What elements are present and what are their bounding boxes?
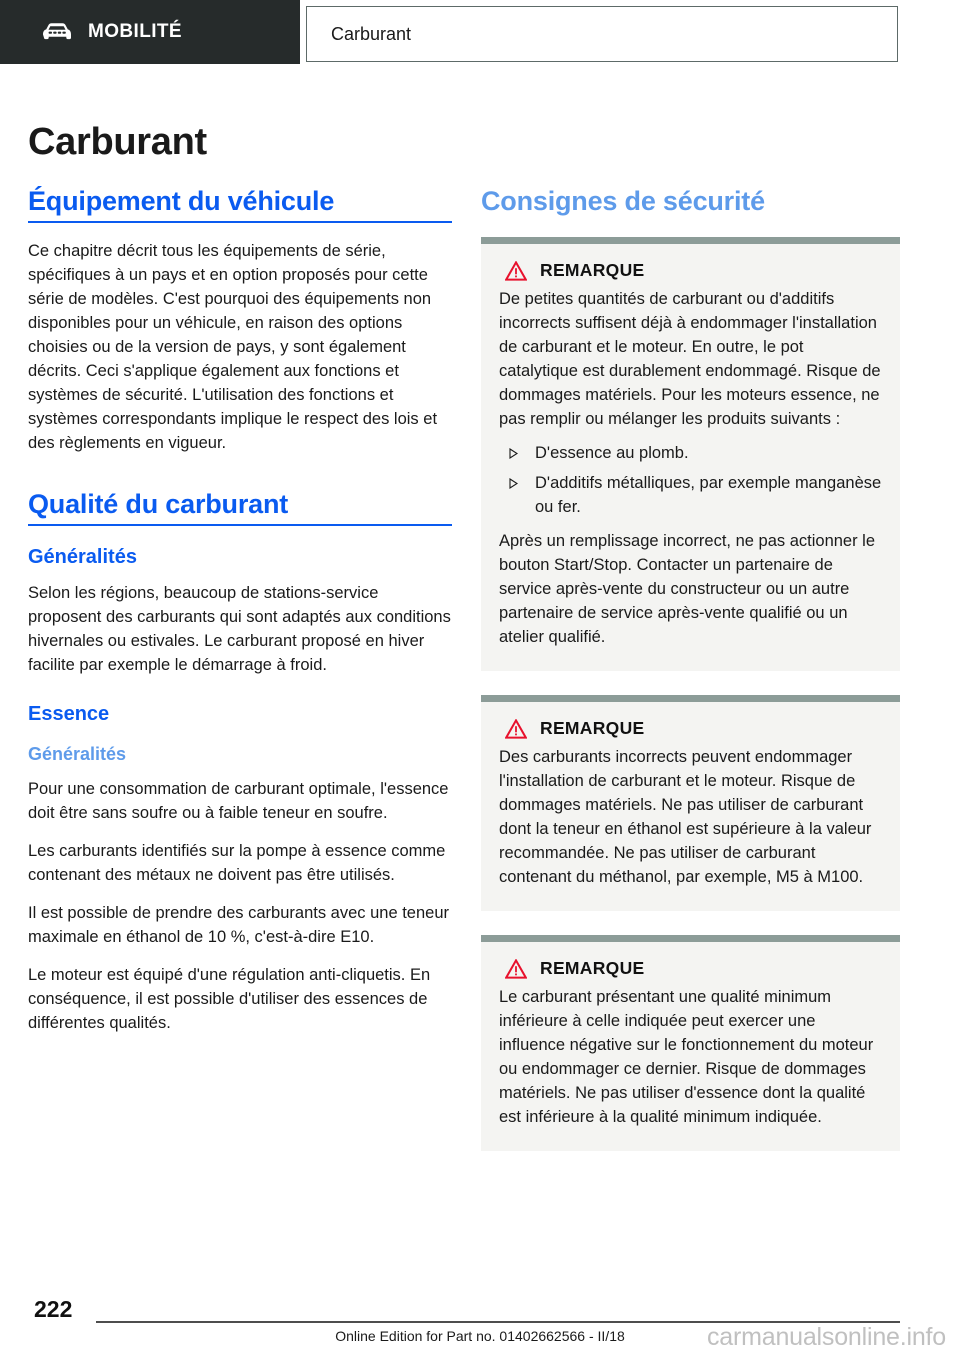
car-front-icon bbox=[40, 21, 74, 43]
spacer bbox=[28, 526, 452, 546]
note-title: REMARQUE bbox=[540, 958, 645, 978]
note-body: Le carburant présentant une qualité minimum inférieure à celle indiquée peut exercer une influence négative sur le fonctionnement du moteur ou endommager ce dernier. Risque de dommages matériels. Ne pas utiliser d'essence dont la qualité est inférieure à la qualité minimum indiquée. bbox=[499, 988, 874, 1126]
spacer bbox=[28, 765, 452, 777]
subsection-heading-essence: Essence bbox=[28, 703, 110, 725]
chapter-tab-label: Carburant bbox=[331, 23, 412, 44]
page-number: 222 bbox=[34, 1296, 73, 1322]
warning-triangle-icon bbox=[505, 719, 527, 739]
list-item bbox=[499, 441, 882, 465]
spacer bbox=[28, 455, 452, 489]
section-heading-qualite: Qualité du carburant bbox=[28, 489, 452, 526]
paragraph: Pour une consommation de carburant optimale, l'essence doit être sans soufre ou à faible teneur en soufre. bbox=[28, 780, 449, 822]
paragraph: Les carburants identifiés sur la pompe à essence comme contenant des métaux ne doivent pas être utilisés. bbox=[28, 842, 446, 884]
brand-label: MOBILITÉ bbox=[88, 21, 182, 42]
note-box bbox=[481, 935, 900, 1151]
right-column bbox=[481, 186, 900, 1151]
note-header bbox=[499, 958, 882, 979]
spacer bbox=[481, 671, 900, 695]
subsection-heading-generalites-1: Généralités bbox=[28, 546, 137, 568]
warning-triangle-icon bbox=[505, 959, 527, 979]
list-item bbox=[499, 471, 882, 519]
footer-edition-text: Online Edition for Part no. 01402662566 - II/18 bbox=[335, 1328, 625, 1344]
chapter-tab[interactable] bbox=[306, 6, 898, 62]
spacer bbox=[481, 217, 900, 237]
note-list bbox=[499, 441, 882, 519]
note-box bbox=[481, 695, 900, 911]
spacer bbox=[28, 223, 452, 239]
note-title: REMARQUE bbox=[540, 718, 645, 738]
warning-triangle-icon bbox=[505, 261, 527, 281]
spacer bbox=[28, 677, 452, 703]
triangle-bullet-icon bbox=[509, 478, 518, 489]
note-title: REMARQUE bbox=[540, 260, 645, 280]
spacer bbox=[28, 825, 452, 839]
triangle-bullet-icon bbox=[509, 448, 518, 459]
note-body: De petites quantités de carburant ou d'additifs incorrects suffisent déjà à endommager l'installation de carburant et le moteur. En outre, le pot catalytique est durablement endommagé. Risque de dommages matériels. Pour les moteurs essence, ne pas remplir ou mélanger les produits suivants : bbox=[499, 290, 881, 428]
spacer bbox=[28, 569, 452, 581]
brand-block bbox=[0, 0, 300, 64]
note-body-after: Après un remplissage incorrect, ne pas actionner le bouton Start/Stop. Contacter un partenaire de service après-vente du constructeur ou un autre partenaire de service après-vente qualifié ou un atelier qualifié. bbox=[499, 532, 876, 646]
list-item-label: D'additifs métalliques, par exemple manganèse ou fer. bbox=[535, 474, 882, 516]
section-heading-equipement: Équipement du véhicule bbox=[28, 186, 452, 223]
note-header bbox=[499, 718, 882, 739]
paragraph: Selon les régions, beaucoup de stations-service proposent des carburants qui sont adaptés aux conditions hivernales ou estivales. Le carburant proposé en hiver facilite par exemple le démarrage à froid. bbox=[28, 584, 451, 674]
spacer bbox=[28, 887, 452, 901]
paragraph: Il est possible de prendre des carburants avec une teneur maximale en éthanol de 10 %, c'est-à-dire E10. bbox=[28, 904, 450, 946]
spacer bbox=[28, 726, 452, 744]
list-item-label: D'essence au plomb. bbox=[535, 444, 689, 462]
spacer bbox=[481, 911, 900, 935]
subsection-heading-generalites-2: Généralités bbox=[28, 744, 127, 764]
note-header bbox=[499, 260, 882, 281]
page-title: Carburant bbox=[28, 121, 207, 164]
document-header bbox=[0, 0, 960, 68]
site-watermark: carmanualsonline.info bbox=[706, 1323, 946, 1351]
note-box bbox=[481, 237, 900, 671]
section-heading-consignes: Consignes de sécurité bbox=[481, 186, 765, 216]
paragraph: Le moteur est équipé d'une régulation anti-cliquetis. En conséquence, il est possible d'utiliser des essences de différentes qualités. bbox=[28, 966, 431, 1032]
spacer bbox=[28, 949, 452, 963]
page-footer bbox=[0, 1282, 960, 1362]
left-column bbox=[28, 186, 452, 1035]
paragraph: Ce chapitre décrit tous les équipements de série, spécifiques à un pays et en option proposés pour cette série de modèles. C'est pourquoi des équipements non disponibles pour un véhicule, en raison des options choisies ou de la version de pays, y sont également décrits. Ceci s'applique également aux fonctions et systèmes de sécurité. L'utilisation des fonctions et systèmes correspondants implique le respect des lois et des règlements en vigueur. bbox=[28, 242, 438, 452]
note-body: Des carburants incorrects peuvent endommager l'installation de carburant et le moteur. Risque de dommages matériels. Ne pas utiliser de carburant dont la teneur en éthanol est supérieure à la valeur recommandée. Ne pas utiliser de carburant contenant du méthanol, par exemple, M5 à M100. bbox=[499, 748, 872, 886]
